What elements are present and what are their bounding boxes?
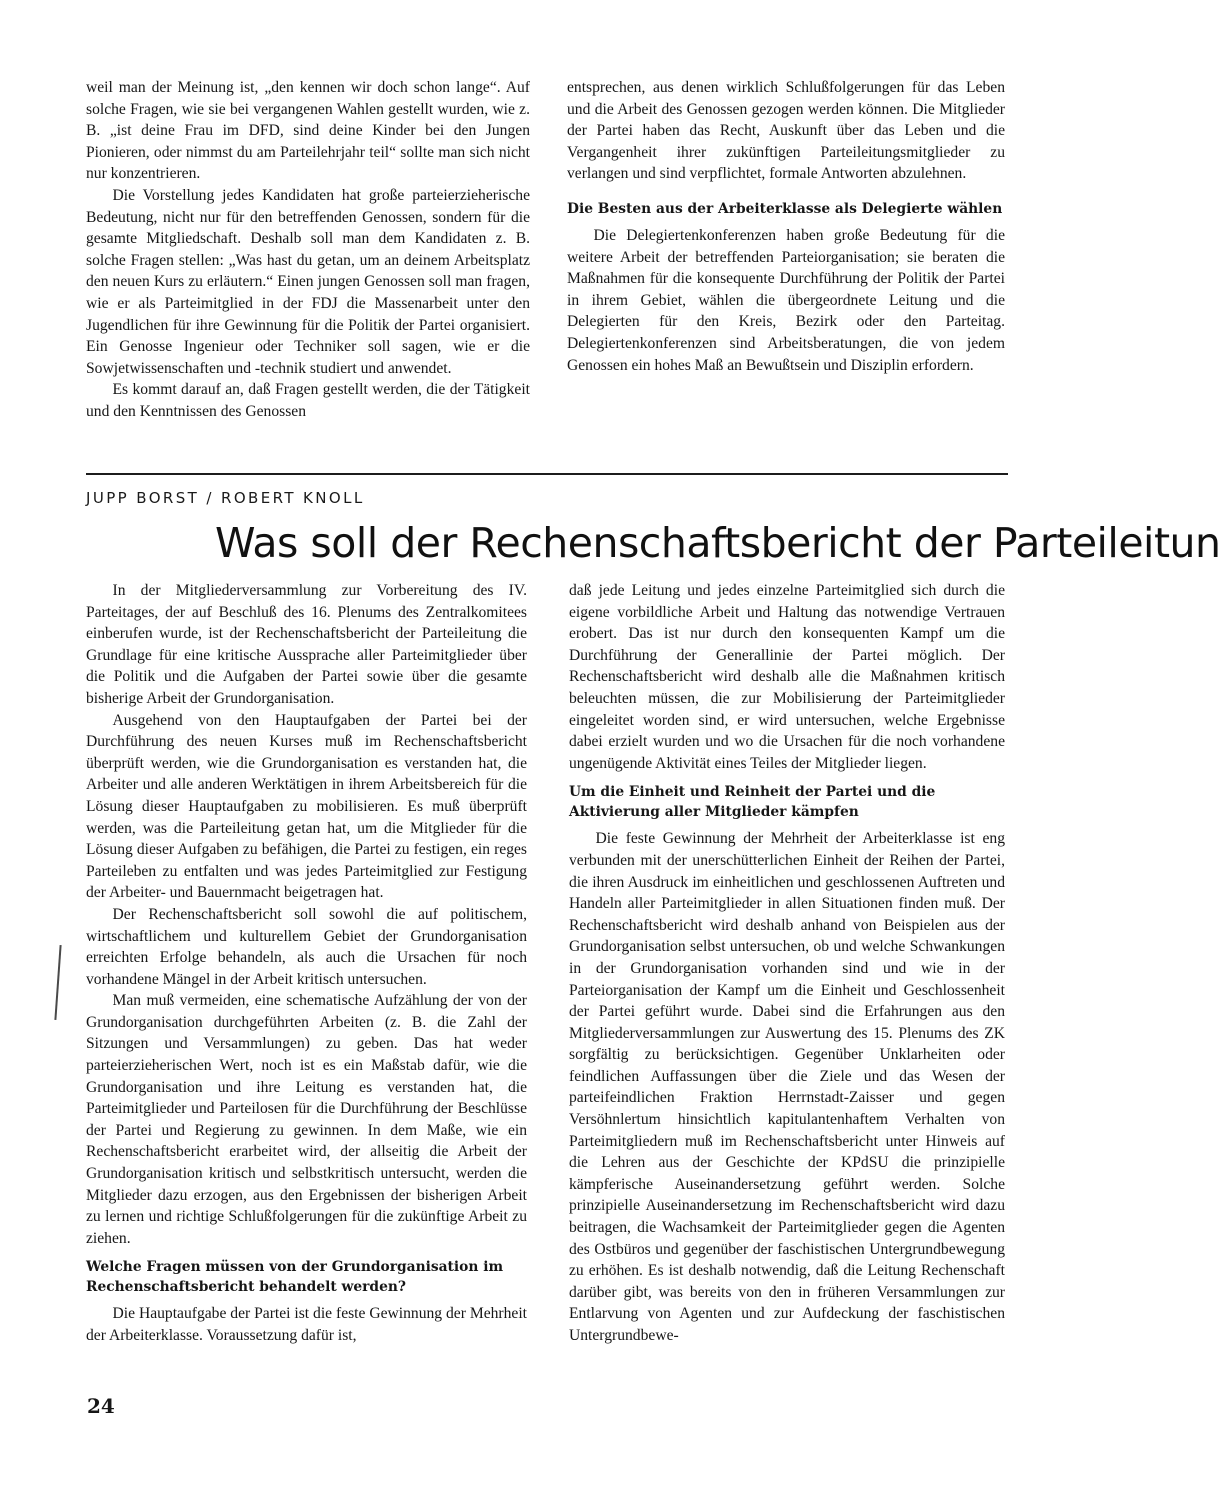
section-heading: Welche Fragen müssen von der Grundorganisation im Rechenschaftsbericht behandelt werden? xyxy=(86,1259,504,1296)
margin-pencil-mark xyxy=(54,945,61,1020)
paragraph: Die feste Gewinnung der Mehrheit der Arbeiterklasse ist eng verbunden mit der unerschütterlichen Einheit der Reihen der Partei, die ihren Ausdruck im einheitlichen und geschlossenen Auftreten und Handeln aller Parteimitglieder in allen Situationen finden muß. Der Rechenschaftsbericht wird deshalb anhand von Beispielen aus der Grundorganisation selbst untersuchen, ob und welche Schwankungen in der Grundorganisation vorhanden sind und wie in der Parteiorganisation der Kampf um die Einheit und Geschlossenheit der Partei geführt wurde. Dabei sind die Erfahrungen aus den Mitgliederversammlungen zur Auswertung des 15. Plenums des ZK sorgfältig zu berücksichtigen. Gegenüber Unklarheiten oder feindlichen Auffassungen über die Ziele und das Wesen der parteifeindlichen Fraktion Herrnstadt-Zaisser und gegen Versöhnlertum hinsichtlich kapitulantenhaftem Verhalten von Parteimitgliedern muß im Rechenschaftsbericht unter Hinweis auf die Lehren aus der Geschichte der KPdSU die prinzipielle kämpferische Auseinandersetzung geführt werden. Solche prinzipielle Auseinandersetzung im Rechenschaftsbericht wird dazu beitragen, die Wachsamkeit der Parteimitglieder gegen die Agenten des Ostbüros und gegenüber der faschistischen Untergrundbewegung zu erhöhen. Es ist deshalb notwendig, daß die Leitung Rechenschaft darüber gibt, was bereits von den in früheren Versammlungen zur Entlarvung von Agenten und zur Aufdeckung der faschistischen Untergrundbewe- xyxy=(569,830,1005,1344)
bottom-left-column xyxy=(86,580,527,1347)
article-title: Was soll der Rechenschaftsbericht der Parteileitun xyxy=(215,519,1221,567)
paragraph: entsprechen, aus denen wirklich Schlußfolgerungen für das Leben und die Arbeit des Genossen gezogen werden können. Die Mitglieder der Partei haben das Recht, Auskunft über das Leben und die Vergangenheit ihrer zukünftigen Parteileitungsmitglieder zu verlangen und sind verpflichtet, formale Antworten abzulehnen. xyxy=(567,79,1005,183)
section-heading: Die Besten aus der Arbeiterklasse als Delegierte wählen xyxy=(567,200,1003,217)
article-authors: JUPP BORST / ROBERT KNOLL xyxy=(86,489,365,507)
section-divider xyxy=(86,473,1008,475)
top-left-column xyxy=(86,77,530,423)
paragraph: In der Mitgliederversammlung zur Vorbereitung des IV. Parteitages, der auf Beschluß des 16. Plenums des Zentralkomitees einberufen wurde, ist der Rechenschaftsbericht der Parteileitung die Grundlage für eine kritische Aussprache aller Parteimitglieder über die Politik und die Aufgaben der Partei sowie über die gesamte bisherige Arbeit der Grundorganisation. xyxy=(86,582,527,707)
paragraph: Die Delegiertenkonferenzen haben große Bedeutung für die weitere Arbeit der betreffenden Parteiorganisation; sie beraten die Maßnahmen für die konsequente Durchführung der Politik der Partei in ihrem Gebiet, wählen die übergeordnete Leitung und die Delegierten für den Kreis, Bezirk oder den Parteitag. Delegiertenkonferenzen sind Arbeitsberatungen, die von jedem Genossen ein hohes Maß an Bewußtsein und Disziplin erfordern. xyxy=(567,226,1005,374)
section-heading: Um die Einheit und Reinheit der Partei und die Aktivierung aller Mitglieder kämpfen xyxy=(569,784,936,821)
paragraph: Die Hauptaufgabe der Partei ist die feste Gewinnung der Mehrheit der Arbeiterklasse. Voraussetzung dafür ist, xyxy=(86,1305,527,1344)
paragraph: daß jede Leitung und jedes einzelne Parteimitglied sich durch die eigene vorbildliche Arbeit und Haltung das notwendige Vertrauen erobert. Das ist nur durch den konsequenten Kampf um die Durchführung der Generallinie der Partei möglich. Der Rechenschaftsbericht wird deshalb alle die Maßnahmen kritisch beleuchten müssen, die zur Mobilisierung der Parteimitglieder eingeleitet worden sind, er wird untersuchen, welche Ergebnisse dabei erzielt wurden und wo die Ursachen für die noch vorhandene ungenügende Aktivität eines Teiles der Mitglieder liegen. xyxy=(569,582,1005,772)
bottom-right-column xyxy=(569,580,1005,1347)
paragraph: Der Rechenschaftsbericht soll sowohl die auf politischem, wirtschaftlichem und kulturellem Gebiet der Grundorganisation erreichten Erfolge behandeln, als auch die Ursachen für noch vorhandene Mängel in der Arbeit kritisch untersuchen. xyxy=(86,905,527,988)
page-number: 24 xyxy=(87,1394,115,1418)
paragraph: Es kommt darauf an, daß Fragen gestellt werden, die der Tätigkeit und den Kenntnissen des Genossen xyxy=(86,381,530,420)
top-right-column xyxy=(567,77,1005,376)
paragraph: Ausgehend von den Hauptaufgaben der Partei bei der Durchführung des neuen Kurses muß im Rechenschaftsbericht überprüft werden, wie die Grundorganisation es verstanden hat, die Arbeiter und alle anderen Werktätigen in ihrem Arbeitsbereich für die Lösung dieser Hauptaufgaben zu mobilisieren. Es muß überprüft werden, was die Parteileitung getan hat, um die Mitglieder für die Lösung dieser Aufgaben zu befähigen, die Partei zu festigen, ein reges Parteileben zu entfalten und was jedes Parteimitglied zur Festigung der Arbeiter- und Bauernmacht beigetragen hat. xyxy=(86,711,527,902)
paragraph: Man muß vermeiden, eine schematische Aufzählung der von der Grundorganisation durchgeführten Arbeiten (z. B. die Zahl der Sitzungen und Versammlungen) zu geben. Das hat weder parteierzieherischen Wert, noch ist es ein Maßstab dafür, wie die Grundorganisation und ihre Leitung es verstanden hat, die Parteimitglieder und Parteilosen für die Durchführung der Beschlüsse der Partei und Regierung zu gewinnen. In dem Maße, wie ein Rechenschaftsbericht erarbeitet wird, der allseitig die Arbeit der Grundorganisation kritisch und selbstkritisch untersucht, werden die Mitglieder dazu erzogen, aus den Ergebnissen der bisherigen Arbeit zu lernen und richtige Schlußfolgerungen für die zukünftige Arbeit zu ziehen. xyxy=(86,992,527,1247)
paragraph: weil man der Meinung ist, „den kennen wir doch schon lange“. Auf solche Fragen, wie sie bei vergangenen Wahlen gestellt wurden, wie z. B. „ist deine Frau im DFD, sind deine Kinder bei den Jungen Pionieren, oder nimmst du am Parteilehrjahr teil“ sollte man sich nicht nur konzentrieren. xyxy=(86,79,530,183)
paragraph: Die Vorstellung jedes Kandidaten hat große parteierzieherische Bedeutung, nicht nur für den betreffenden Genossen, sondern für die gesamte Mitgliedschaft. Deshalb soll man dem Kandidaten z. B. solche Fragen stellen: „Was hast du getan, um an deinem Arbeitsplatz den neuen Kurs zu erläutern.“ Einen jungen Genossen soll man fragen, wie er als Parteimitglied in der FDJ die Massenarbeit unter den Jugendlichen für ihre Gewinnung für die Politik der Partei organisiert. Ein Genosse Ingenieur oder Techniker soll sagen, wie er die Sowjetwissenschaften und -technik studiert und anwendet. xyxy=(86,186,530,377)
